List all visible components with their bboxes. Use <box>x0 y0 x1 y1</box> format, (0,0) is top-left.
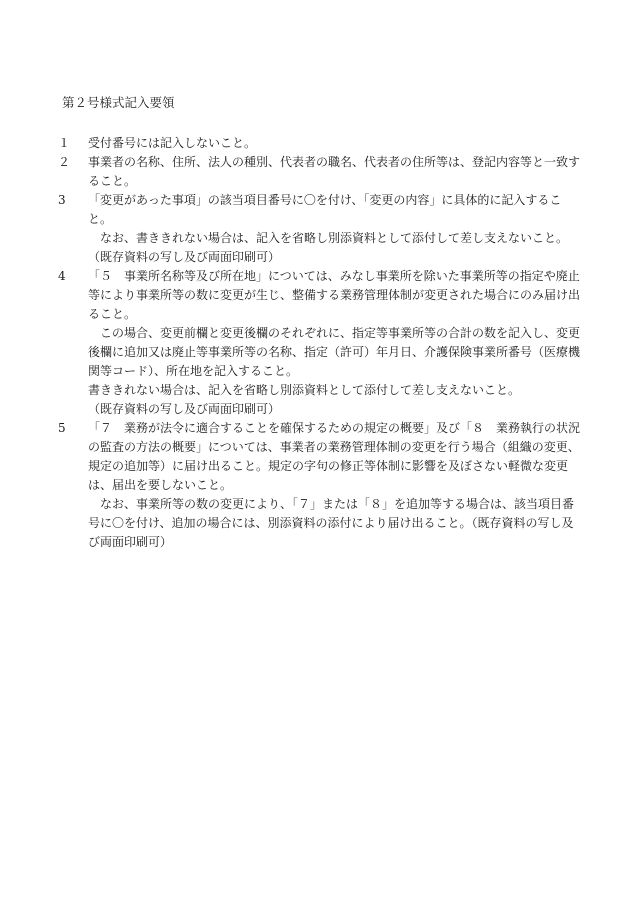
item-number: １ <box>58 136 71 150</box>
item-paragraph: この場合、変更前欄と変更後欄のそれぞれに、指定等事業所等の合計の数を記入し、変更後欄に追加又は廃止等事業所等の名称、指定（許可）年月日、介護保険事業所番号（医療機関等コード）、所在地を記入すること。 <box>88 326 581 378</box>
instruction-list <box>58 134 580 552</box>
item-number: 4 <box>58 269 66 283</box>
item-body <box>88 419 580 552</box>
item-number: 3 <box>58 193 66 207</box>
item-paragraph: 「５ 事業所名称等及び所在地」については、みなし事業所を除いた事業所等の指定や廃止等により事業所等の数に変更が生じ、整備する業務管理体制が変更された場合にのみ届け出ること。 <box>88 269 581 321</box>
item-body <box>88 134 580 153</box>
item-paragraph: なお、書ききれない場合は、記入を省略し別添資料として添付して差し支えないこと。（既存資料の写し及び両面印刷可） <box>88 231 569 264</box>
document-title: 第２号様式記入要領 <box>62 95 175 110</box>
item-body <box>88 153 580 191</box>
item-paragraph: 受付番号には記入しないこと。 <box>88 136 257 150</box>
item-body <box>88 191 580 267</box>
instruction-item-5 <box>58 419 580 552</box>
item-paragraph: 事業者の名称、住所、法人の種別、代表者の職名、代表者の住所等は、登記内容等と一致すること。 <box>88 155 581 188</box>
item-paragraph: 「変更があった事項」の該当項目番号に〇を付け、「変更の内容」に具体的に記入すること。 <box>88 193 562 226</box>
instruction-item-3 <box>58 191 580 267</box>
item-body <box>88 267 580 419</box>
instruction-item-4 <box>58 267 580 419</box>
item-paragraph: なお、事業所等の数の変更により、「７」または「８」を追加等する場合は、該当項目番号に〇を付け、追加の場合には、別添資料の添付により届け出ること。（既存資料の写し及び両面印刷可） <box>88 497 575 549</box>
item-number: 5 <box>58 421 66 435</box>
instruction-item-2 <box>58 153 580 191</box>
item-number: ２ <box>58 155 71 169</box>
item-paragraph: 「７ 業務が法令に適合することを確保するための規定の概要」及び「８ 業務執行の状況の監査の方法の概要」については、事業者の業務管理体制の変更を行う場合（組織の変更、規定の追加等）に届け出ること。規定の字句の修正等体制に影響を及ぼさない軽微な変更は、届出を要しないこと。 <box>88 421 581 492</box>
item-paragraph: 書ききれない場合は、記入を省略し別添資料として添付して差し支えないこと。 <box>88 383 521 397</box>
item-paragraph: （既存資料の写し及び両面印刷可） <box>88 402 281 416</box>
instruction-item-1 <box>58 134 580 153</box>
